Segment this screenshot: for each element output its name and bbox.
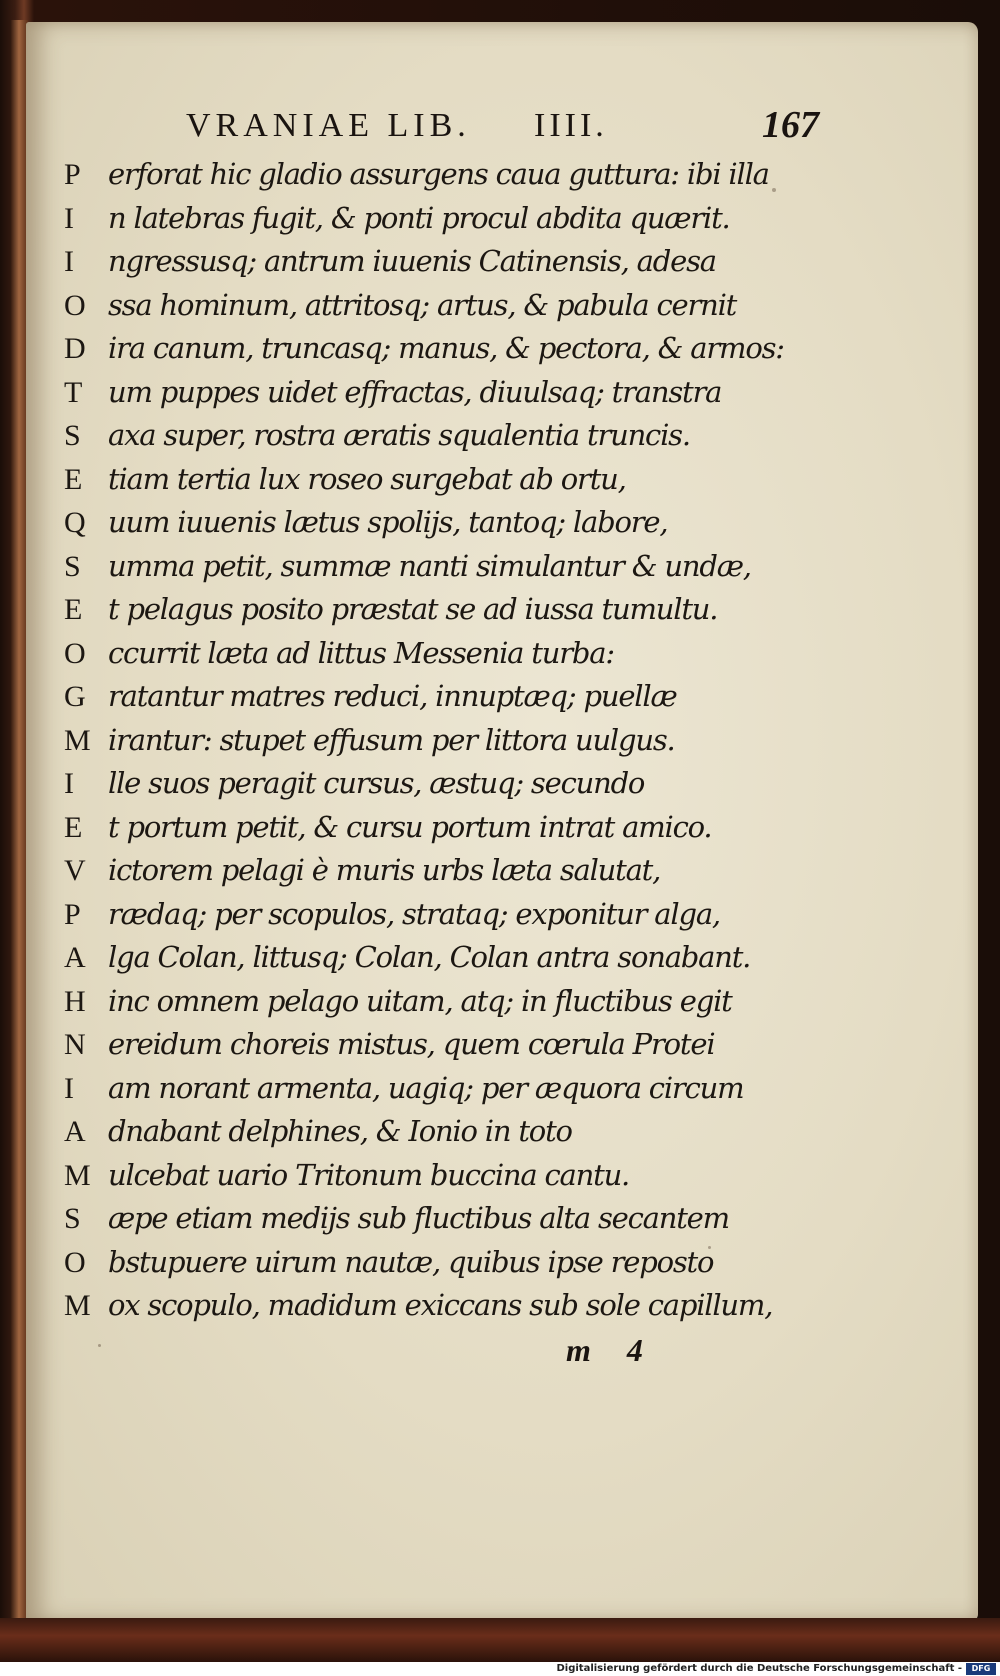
verse-initial: Q xyxy=(64,506,86,539)
verse-initial: M xyxy=(64,1289,91,1322)
verse-text: erforat hic gladio assurgens caua guttura: ibi illa xyxy=(108,157,769,191)
verse-initial: A xyxy=(64,941,86,974)
verse-line xyxy=(64,980,794,1024)
verse-line xyxy=(64,1241,794,1285)
verse-text: bstupuere uirum nautæ, quibus ipse reposto xyxy=(108,1244,714,1279)
page-number: 167 xyxy=(762,104,819,146)
verse-line xyxy=(64,284,794,328)
verse-text: umma petit, summæ nanti simulantur & undæ, xyxy=(108,548,751,583)
verse-text: uum iuuenis lætus spolijs, tantoq; labore, xyxy=(108,505,668,539)
verse-line xyxy=(64,1067,794,1111)
verse-text: axa super, rostra æratis squalentia truncis. xyxy=(108,418,690,452)
verse-line xyxy=(64,458,794,502)
verse-initial: M xyxy=(64,723,91,757)
verse-initial: H xyxy=(64,984,86,1018)
verse-text: ulcebat uario Tritonum buccina cantu. xyxy=(108,1157,630,1192)
verse-line xyxy=(64,1284,794,1328)
footer-credit: Digitalisierung gefördert durch die Deutsche Forschungsgemeinschaft - xyxy=(556,1663,962,1674)
verse-line xyxy=(64,501,794,545)
verse-text: inc omnem pelago uitam, atq; in fluctibus egit xyxy=(108,983,732,1018)
verse-text: ox scopulo, madidum exiccans sub sole capillum, xyxy=(108,1288,773,1322)
verse-line xyxy=(64,632,794,676)
verse-line xyxy=(64,936,794,980)
verse-initial: G xyxy=(64,680,86,713)
verse-initial: I xyxy=(64,767,74,800)
verse-text: t portum petit, & cursu portum intrat amico. xyxy=(108,809,712,844)
verse-line xyxy=(64,588,794,632)
verse-line xyxy=(64,545,794,589)
running-title: VRANIAE LIB. xyxy=(186,107,471,144)
dfg-logo: DFG xyxy=(966,1663,996,1675)
verse-initial: O xyxy=(64,636,86,670)
verse-text: irantur: stupet effusum per littora uulgus. xyxy=(108,722,675,757)
verse-line xyxy=(64,1023,794,1067)
verse-initial: S xyxy=(64,1202,81,1235)
verse-line xyxy=(64,893,794,937)
verse-initial: I xyxy=(64,201,74,235)
verse-initial: D xyxy=(64,332,86,365)
verse-text: ccurrit læta ad littus Messenia turba: xyxy=(108,635,614,670)
verse-initial: S xyxy=(64,549,81,583)
paper-speck xyxy=(98,1344,101,1347)
verse-text: ira canum, truncasq; manus, & pectora, & armos: xyxy=(108,331,784,365)
book-number: IIII. xyxy=(534,107,608,144)
verse-line xyxy=(64,762,794,806)
verse-text: tiam tertia lux roseo surgebat ab ortu, xyxy=(108,461,626,496)
digitization-footer xyxy=(0,1662,1000,1676)
signature-mark: m 4 xyxy=(566,1332,657,1368)
verse-initial: P xyxy=(64,158,81,191)
verse-line xyxy=(64,806,794,850)
verse-text: ratantur matres reduci, innuptæq; puellæ xyxy=(108,679,677,713)
verse-line xyxy=(64,849,794,893)
verse-text: dnabant delphines, & Ionio in toto xyxy=(108,1114,572,1148)
verse-initial: A xyxy=(64,1115,86,1148)
verse-initial: P xyxy=(64,897,81,931)
verse-line xyxy=(64,240,794,284)
verse-text: æpe etiam medijs sub fluctibus alta secantem xyxy=(108,1201,729,1235)
verse-initial: I xyxy=(64,245,74,278)
verse-line xyxy=(64,1110,794,1154)
verse-block xyxy=(64,153,794,1328)
binding-bottom xyxy=(0,1618,1000,1662)
verse-text: ngressusq; antrum iuuenis Catinensis, adesa xyxy=(108,244,716,278)
verse-text: n latebras fugit, & ponti procul abdita quærit. xyxy=(108,200,730,235)
verse-initial: S xyxy=(64,419,81,452)
verse-line xyxy=(64,153,794,197)
verse-initial: E xyxy=(64,810,83,844)
verse-line xyxy=(64,675,794,719)
verse-line xyxy=(64,719,794,763)
verse-text: lga Colan, littusq; Colan, Colan antra sonabant. xyxy=(108,940,751,974)
verse-text: ictorem pelagi è muris urbs læta salutat, xyxy=(108,853,661,887)
verse-line xyxy=(64,414,794,458)
verse-line xyxy=(64,1197,794,1241)
verse-initial: E xyxy=(64,462,83,496)
verse-initial: V xyxy=(64,854,86,887)
verse-initial: E xyxy=(64,593,83,626)
verse-line xyxy=(64,1154,794,1198)
verse-text: rædaq; per scopulos, strataq; exponitur alga, xyxy=(108,896,720,931)
verse-initial: O xyxy=(64,1245,86,1279)
verse-text: t pelagus posito præstat se ad iussa tumultu. xyxy=(108,592,718,626)
verse-line xyxy=(64,371,794,415)
verse-line xyxy=(64,197,794,241)
verse-text: ereidum choreis mistus, quem cœrula Protei xyxy=(108,1027,715,1061)
running-head xyxy=(0,104,1000,147)
verse-initial: N xyxy=(64,1028,86,1061)
verse-text: am norant armenta, uagiq; per æquora circum xyxy=(108,1070,744,1105)
verse-initial: O xyxy=(64,288,86,322)
verse-initial: M xyxy=(64,1158,91,1192)
verse-text: ssa hominum, attritosq; artus, & pabula cernit xyxy=(108,287,737,322)
verse-text: lle suos peragit cursus, æstuq; secundo xyxy=(108,766,645,800)
verse-initial: I xyxy=(64,1071,74,1105)
verse-initial: T xyxy=(64,375,83,409)
verse-line xyxy=(64,327,794,371)
verse-text: um puppes uidet effractas, diuulsaq; transtra xyxy=(108,374,722,409)
